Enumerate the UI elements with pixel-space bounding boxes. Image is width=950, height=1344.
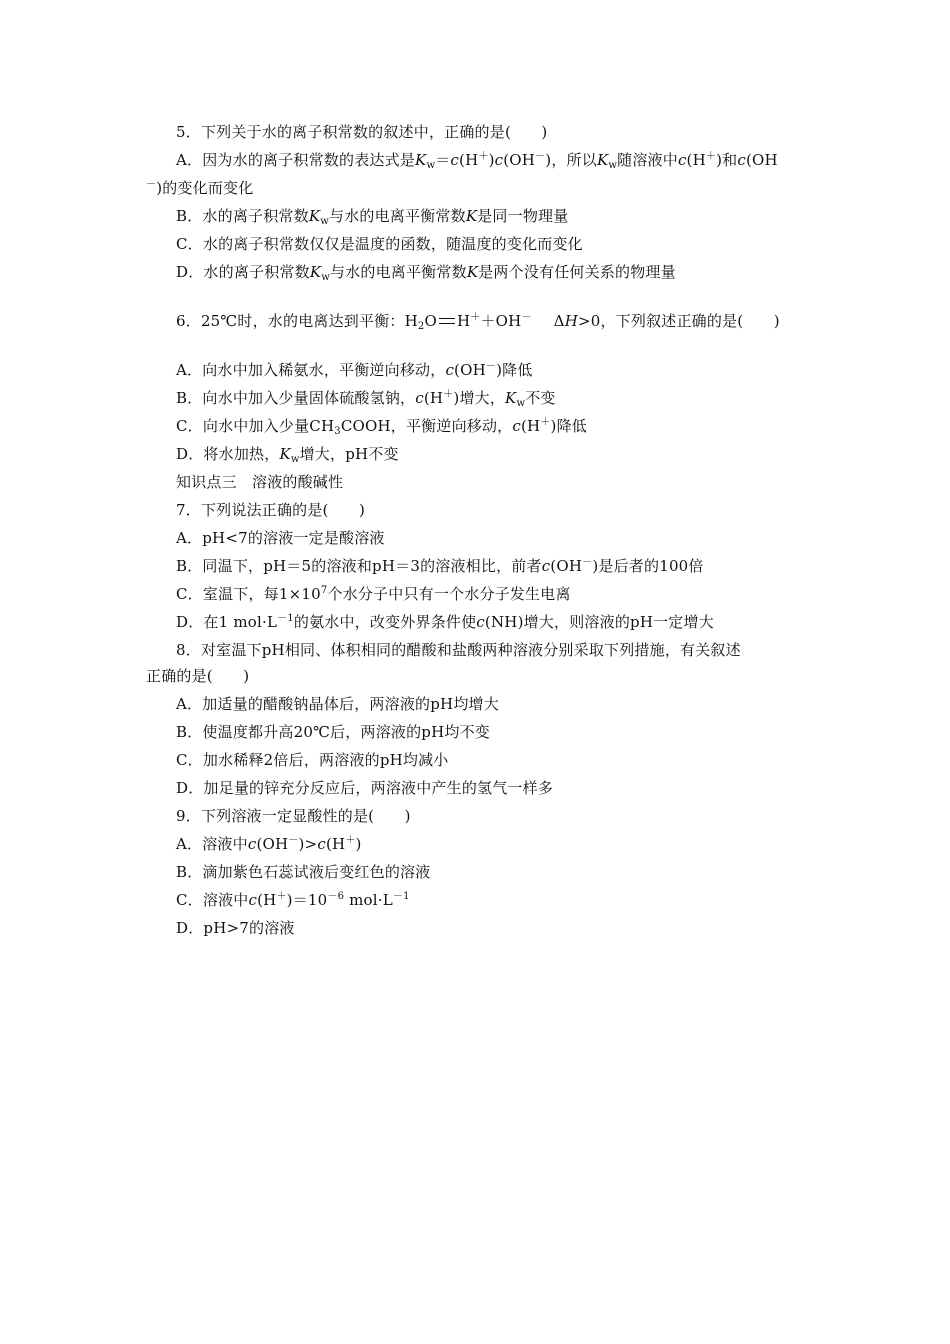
c-symbol: c [476,613,485,631]
q6-b-mid: )增大， [453,389,506,407]
question-5-option-a-line1: A．因为水的离子积常数的表达式是$K_w=c(H^+)c(OH^-)$，所以$K_w$随溶液中c(H＋)和c(OH [176,151,778,171]
question-5-option-b [176,206,568,226]
equilibrium-arrow-icon [437,315,457,327]
k-symbol: K [466,263,479,281]
q9-stem-text: 9．下列溶液一定显酸性的是( ) [176,807,411,825]
q5-a-text: A．因为水的离子积常数的表达式是 [176,151,416,169]
q6-b-pre: B．向水中加入少量固体硫酸氢钠， [176,389,416,407]
kw-subscript: w [290,454,300,465]
q8-c-text: C．加水稀释2倍后，两溶液的pH均减小 [176,751,449,769]
question-7-option-b [176,556,704,576]
q7-d-post: (NH)增大，则溶液的pH一定增大 [484,613,714,631]
minus-charge: － [535,151,546,162]
section-3-title: 知识点三 溶液的酸碱性 [176,473,344,491]
unit: mol·L [344,891,393,909]
kw-symbol: K [505,389,517,407]
q5-d-pre: D．水的离子积常数 [176,263,310,281]
q9-d-text: D．pH>7的溶液 [176,919,295,937]
enthalpy-symbol: H [564,312,578,330]
q8-a-text: A．加适量的醋酸钠晶体后，两溶液的pH均增大 [176,695,499,713]
q6-b-post: 不变 [525,389,556,407]
kw-subscript: w [426,160,436,171]
question-8-stem-line1 [176,640,741,660]
question-6-stem [176,311,780,331]
plus-charge: ＋ [345,835,356,846]
kw-symbol: K [415,151,427,169]
q6-d-post: 增大，pH不变 [299,445,399,463]
kw-subscript: w [516,398,526,409]
question-7-option-d [176,612,714,632]
question-5-option-d [176,262,676,282]
q5-a-line2-text: )的变化而变化 [156,179,254,197]
h-ion: (H [257,891,277,909]
q9-a-pre: A．溶液中 [176,835,248,853]
q7-d-mid: 的氨水中，改变外界条件使 [293,613,477,631]
question-5-stem [176,122,547,142]
q7-b-post: )是后者的100倍 [592,557,704,575]
q5-b-post: 是同一物理量 [477,207,569,225]
delta-symbol: Δ [553,312,565,330]
q5-d-mid: 与水的电离平衡常数 [330,263,467,281]
q8-b-text: B．使温度都升高20℃后，两溶液的pH均不变 [176,723,490,741]
c-symbol: c [445,361,455,379]
question-6-option-d [176,444,399,464]
c-symbol: c [541,557,551,575]
q9-c-pre: C．溶液中 [176,891,249,909]
question-9-stem [176,806,411,826]
q7-c-post: 个水分子中只有一个水分子发生电离 [327,585,571,603]
minus-charge: － [288,835,299,846]
q6-c-mid: COOH，平衡逆向移动， [340,417,513,435]
q5-b-mid: 与水的电离平衡常数 [329,207,466,225]
question-6-option-b [176,388,556,408]
question-9-option-b [176,862,430,882]
q5-a-mid: )，所以 [545,151,597,169]
question-7-stem [176,500,365,520]
question-8-stem-line2 [146,666,249,686]
exponent: －1 [392,891,410,902]
plus-charge: ＋ [705,151,717,162]
c-symbol: c [737,151,746,169]
q7-a-text: A．pH<7的溶液一定是酸溶液 [176,529,385,547]
question-6-option-c [176,416,587,436]
c-symbol: c [494,151,504,169]
q6-stem-pre: 6．25℃时，水的电离达到平衡：H [176,312,418,330]
c-symbol: c [512,417,521,435]
greater-than: )> [298,835,318,853]
kw-symbol: K [596,151,609,169]
q5-stem-text: 5．下列关于水的离子积常数的叙述中，正确的是( ) [176,123,548,141]
minus-charge: － [521,312,532,323]
kw-symbol: K [309,263,322,281]
q5-a-and: )和 [716,151,738,169]
oh-ion: (OH [550,557,583,575]
equals-sign: ＝ [435,151,451,169]
question-7-option-c [176,584,571,604]
exponent: －6 [327,891,345,902]
kw-subscript: w [608,160,618,171]
q6-a-post: )降低 [496,361,533,379]
oh-ion: (OH [454,361,486,379]
q6-stem-post: >0，下列叙述正确的是( ) [577,312,780,330]
question-8-option-d [176,778,553,798]
question-9-option-a [176,834,362,854]
q6-c-post: )降低 [550,417,587,435]
exponent: 7 [320,585,328,596]
c-symbol: c [248,891,258,909]
kw-symbol: K [308,207,321,225]
exponent: －1 [277,613,294,624]
oh-ion: (OH [745,151,778,169]
subscript-3: 3 [334,426,341,437]
q8-d-text: D．加足量的锌充分反应后，两溶液中产生的氢气一样多 [176,779,554,797]
plus-charge: ＋ [276,891,287,902]
kw-subscript: w [321,272,330,283]
question-9-option-c [176,890,410,910]
q9-b-text: B．滴加紫色石蕊试液后变红色的溶液 [176,863,431,881]
q7-stem-text: 7．下列说法正确的是( ) [176,501,366,519]
q5-d-post: 是两个没有任何关系的物理量 [478,263,676,281]
kw-subscript: w [320,216,329,227]
c-symbol: c [415,389,424,407]
c-symbol: c [677,151,687,169]
question-5-option-a-line2 [146,178,253,198]
q7-b-pre: B．同温下，pH＝5的溶液和pH＝3的溶液相比，前者 [176,557,542,575]
q6-d-pre: D．将水加热， [176,445,280,463]
plus-charge: ＋ [540,417,551,428]
c-symbol: c [247,835,257,853]
question-9-option-d [176,918,295,938]
q6-c-pre: C．向水中加入少量CH [176,417,335,435]
q5-c-text: C．水的离子积常数仅仅是温度的函数，随温度的变化而变化 [176,235,583,253]
oh-ion: (OH [503,151,536,169]
q7-c-pre: C．室温下，每1×10 [176,585,321,603]
h-ion: (H [325,835,346,853]
q8-stem-line2: 正确的是( ) [146,667,250,685]
question-8-option-c [176,750,449,770]
h-ion: (H [459,151,479,169]
minus-charge: － [582,557,593,568]
q5-a-rest: 随溶液中 [617,151,678,169]
oh-ion: (OH [256,835,289,853]
question-8-option-a [176,694,499,714]
plus-charge: ＋ [478,151,489,162]
question-6-option-a [176,360,533,380]
k-symbol: K [465,207,478,225]
question-8-option-b [176,722,490,742]
close-paren: ) [355,835,362,853]
plus-charge: ＋ [470,312,481,323]
plus-charge: ＋ [443,389,454,400]
q9-c-mid: )＝10 [286,891,328,909]
section-heading [176,472,343,492]
subscript-2: 2 [417,321,425,332]
h-ion: (H [423,389,444,407]
minus-charge: － [485,361,497,372]
q6-a-pre: A．向水中加入稀氨水，平衡逆向移动， [176,361,446,379]
question-5-option-c [176,234,583,254]
q8-stem-line1: 8．对室温下pH相同、体积相同的醋酸和盐酸两种溶液分别采取下列措施，有关叙述 [176,641,741,659]
oh-ion: ＋OH [480,312,522,330]
c-symbol: c [450,151,460,169]
h-ion: (H [686,151,706,169]
q7-d-pre: D．在1 mol·L [176,613,278,631]
h-ion: H [456,312,471,330]
c-symbol: c [317,835,326,853]
h-ion: (H [520,417,541,435]
question-7-option-a [176,528,385,548]
q5-b-pre: B．水的离子积常数 [176,207,309,225]
minus-charge: － [146,179,157,190]
kw-symbol: K [279,445,291,463]
oxygen: O [424,312,437,330]
